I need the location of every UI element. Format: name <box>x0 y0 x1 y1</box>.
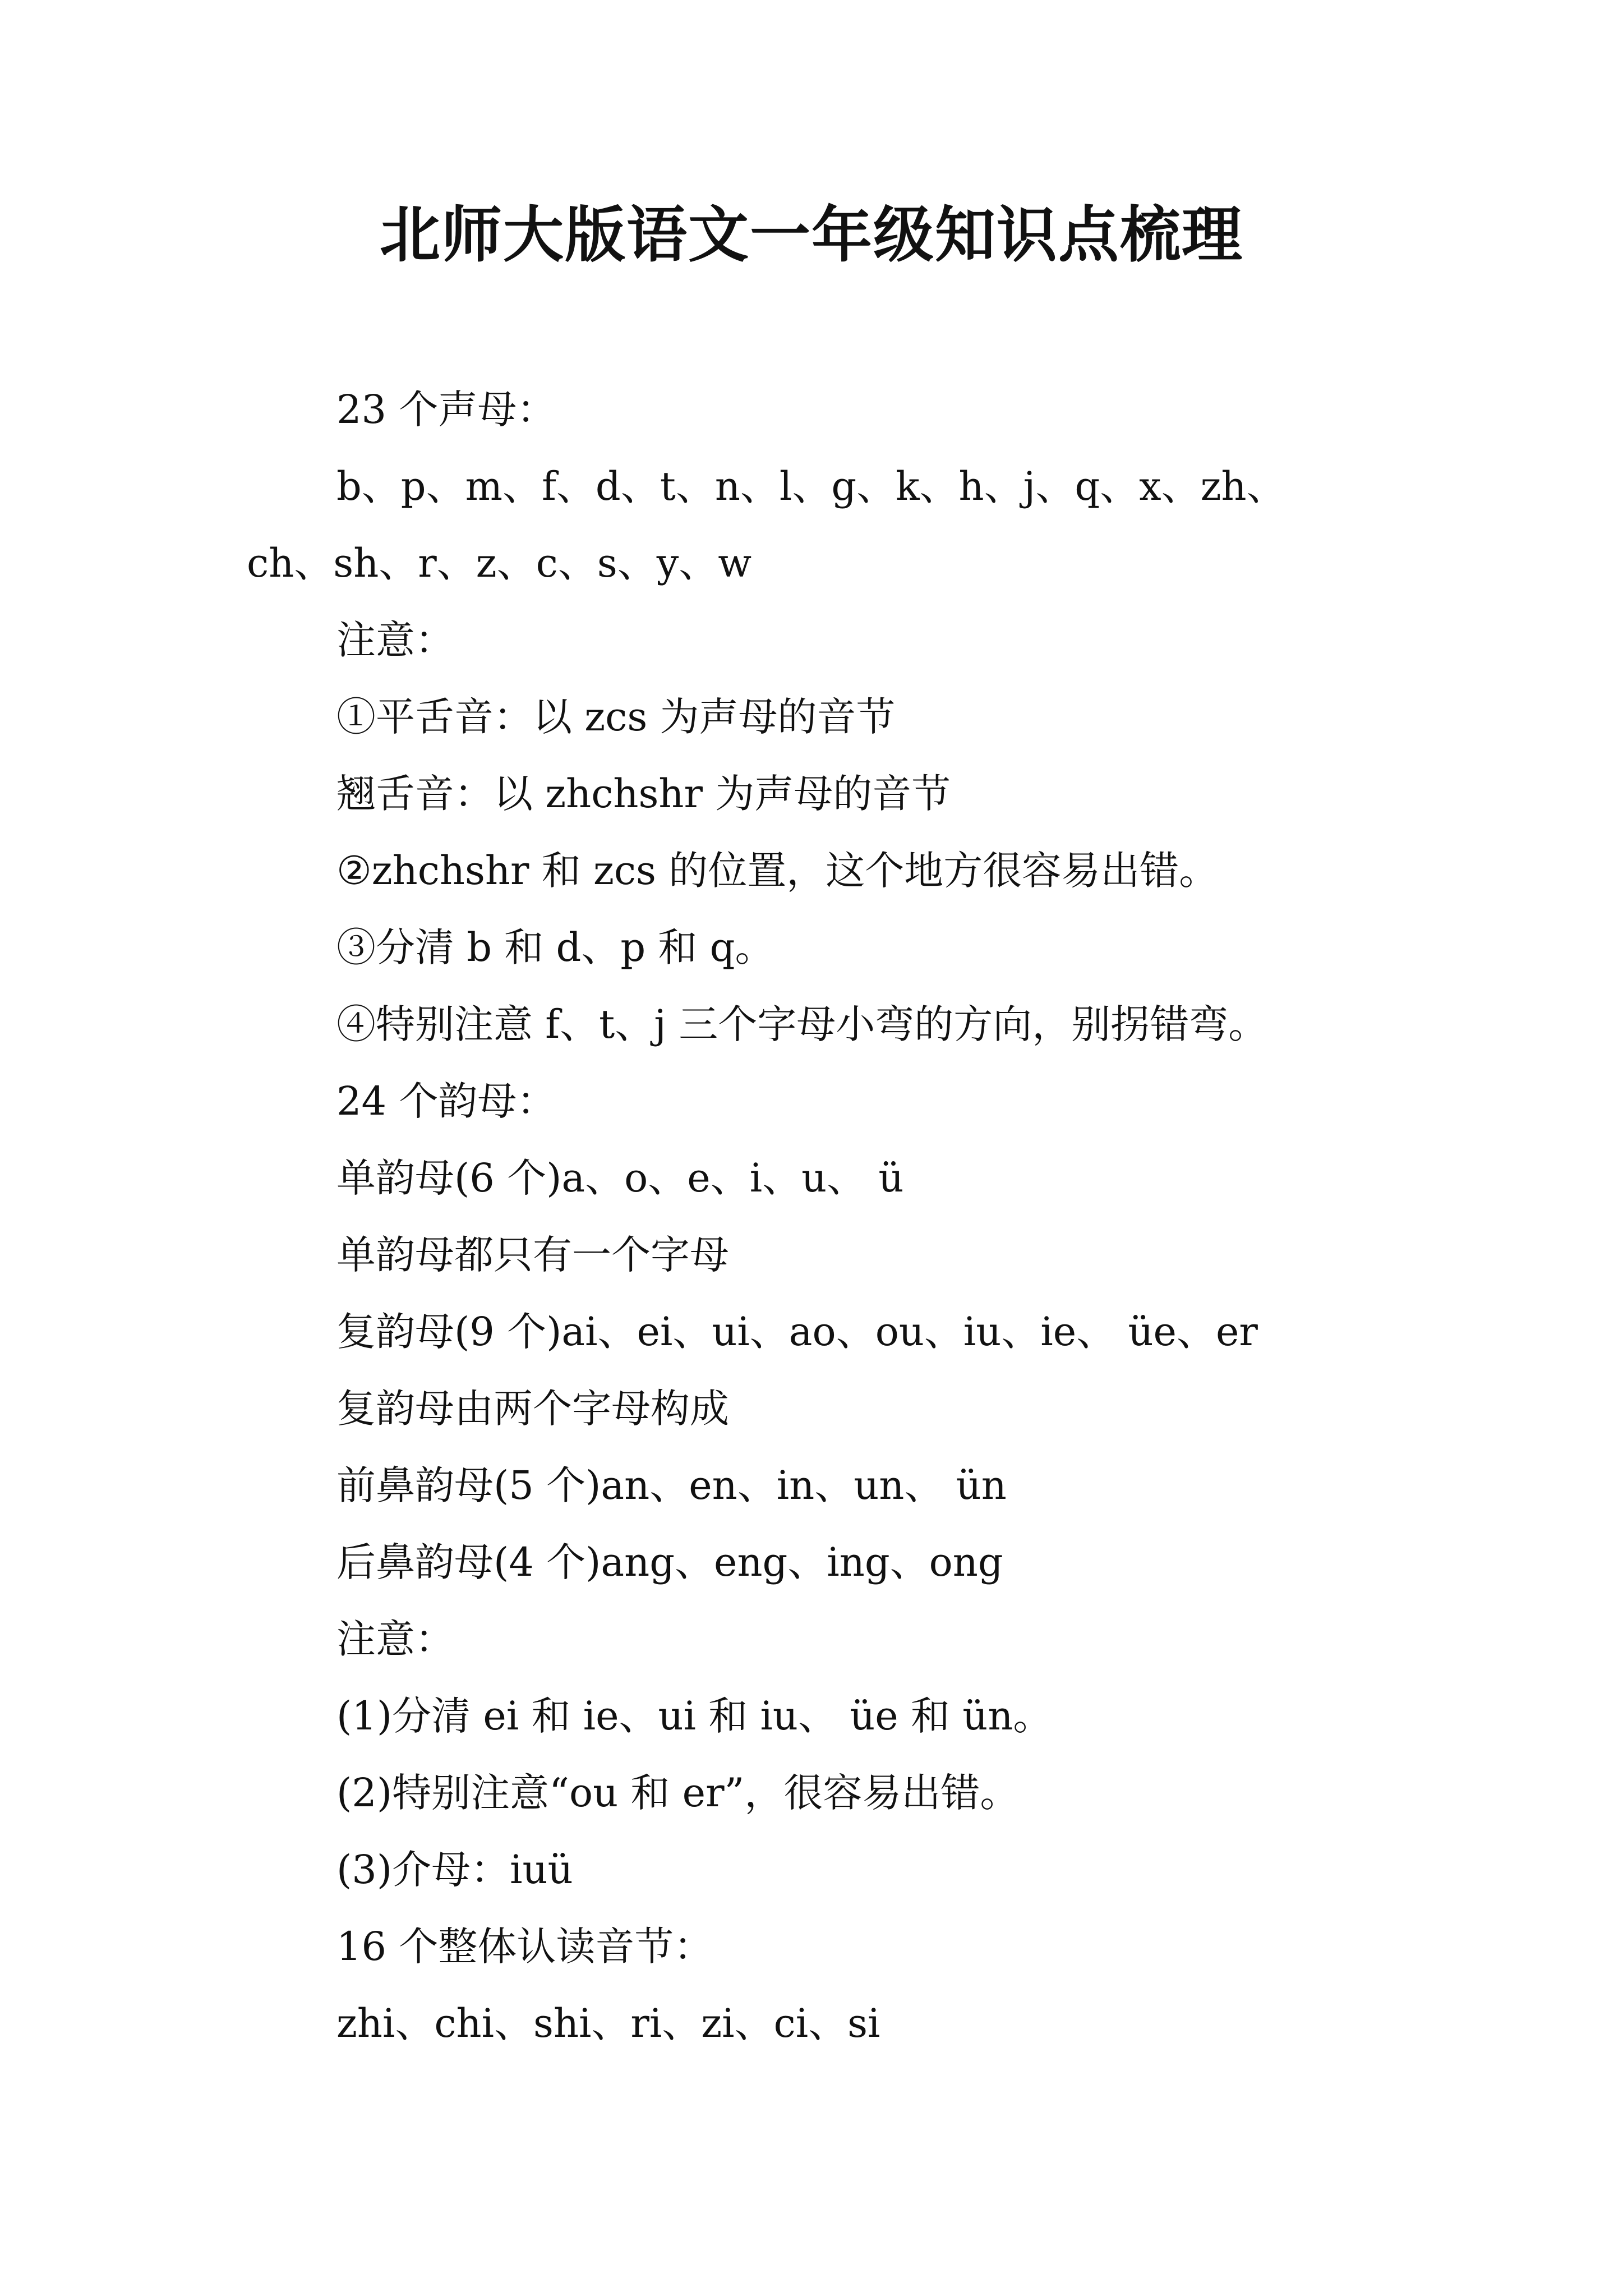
text-line: 翘舌音：以 zhchshr 为声母的音节 <box>336 771 951 817</box>
text-line: 前鼻韵母(5 个)an、en、in、un、 ün <box>336 1462 1007 1508</box>
text-line: ②zhchshr 和 zcs 的位置，这个地方很容易出错。 <box>336 848 1219 894</box>
text-line: 复韵母(9 个)ai、ei、ui、ao、ou、iu、ie、 üe、er <box>336 1309 1258 1355</box>
text-line: (2)特别注意“ou 和 er”，很容易出错。 <box>336 1770 1020 1816</box>
text-line: 单韵母都只有一个字母 <box>336 1232 729 1278</box>
text-line: 24 个韵母： <box>336 1078 556 1124</box>
text-line: 注意： <box>336 1616 454 1662</box>
text-line: ①平舌音：以 zcs 为声母的音节 <box>336 694 896 740</box>
text-line: 复韵母由两个字母构成 <box>336 1386 729 1432</box>
text-line: 16 个整体认读音节： <box>336 1924 713 1970</box>
text-line: 单韵母(6 个)a、o、e、i、u、 ü <box>336 1155 904 1201</box>
text-line: ③分清 b 和 d、p 和 q。 <box>336 924 774 970</box>
text-line: 23 个声母： <box>336 386 556 432</box>
text-line: zhi、chi、shi、ri、zi、ci、si <box>336 2000 880 2046</box>
text-line: b、p、m、f、d、t、n、l、g、k、h、j、q、x、zh、 <box>336 463 1286 509</box>
text-line: 后鼻韵母(4 个)ang、eng、ing、ong <box>336 1539 1003 1585</box>
text-line: 注意： <box>336 617 454 663</box>
text-line-continuation: ch、sh、r、z、c、s、y、w <box>247 540 752 586</box>
document-body <box>247 371 1391 2062</box>
document-title: 北师大版语文一年级知识点梳理 <box>379 200 1243 270</box>
text-line: (3)介母：iuü <box>336 1847 573 1893</box>
text-line: ④特别注意 f、t、j 三个字母小弯的方向，别拐错弯。 <box>336 1001 1268 1047</box>
text-line: (1)分清 ei 和 ie、ui 和 iu、 üe 和 ün。 <box>336 1693 1053 1739</box>
